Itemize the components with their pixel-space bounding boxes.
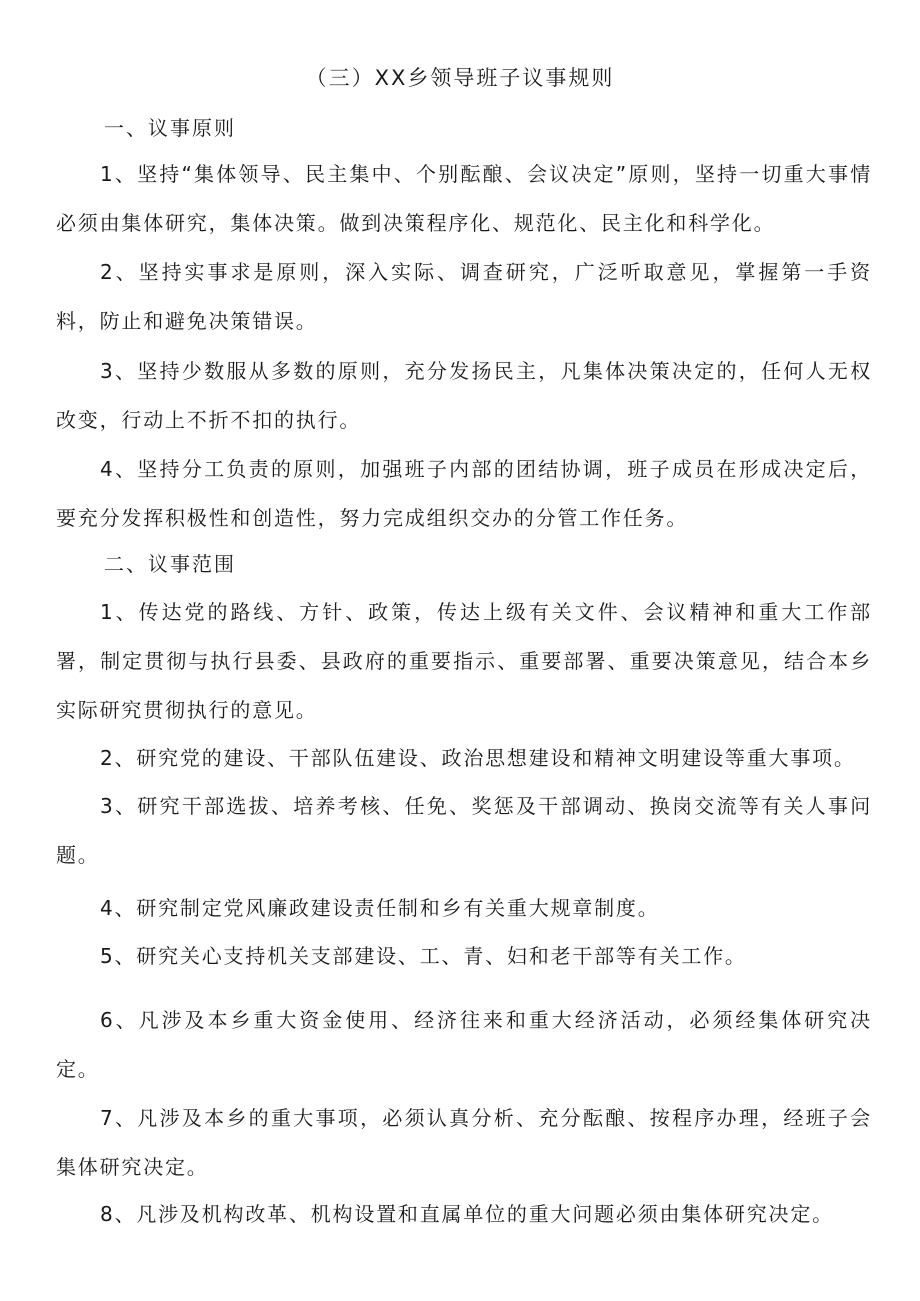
scope-item-6: 6、凡涉及本乡重大资金使用、经济往来和重大经济活动，必须经集体研究决定。 xyxy=(56,1008,872,1081)
section-heading-principles: 一、议事原则 xyxy=(104,116,236,140)
document-title: （三）XX乡领导班子议事规则 xyxy=(305,66,615,90)
principle-item-3: 3、坚持少数服从多数的原则，充分发扬民主，凡集体决策决定的，任何人无权改变，行动上不折不扣的执行。 xyxy=(56,359,872,432)
scope-item-8: 8、凡涉及机构改革、机构设置和直属单位的重大问题必须由集体研究决定。 xyxy=(100,1202,834,1226)
section-heading-scope: 二、议事范围 xyxy=(104,552,236,576)
principle-item-4: 4、坚持分工负责的原则，加强班子内部的团结协调，班子成员在形成决定后，要充分发挥积极性和创造性，努力完成组织交办的分管工作任务。 xyxy=(56,457,872,530)
scope-item-1: 1、传达党的路线、方针、政策，传达上级有关文件、会议精神和重大工作部署，制定贯彻与执行县委、县政府的重要指示、重要部署、重要决策意见，结合本乡实际研究贯彻执行的意见。 xyxy=(56,600,872,722)
scope-item-2: 2、研究党的建设、干部队伍建设、政治思想建设和精神文明建设等重大事项。 xyxy=(100,746,856,770)
scope-item-5: 5、研究关心支持机关支部建设、工、青、妇和老干部等有关工作。 xyxy=(100,944,747,968)
principle-item-2: 2、坚持实事求是原则，深入实际、调查研究，广泛听取意见，掌握第一手资料，防止和避免决策错误。 xyxy=(56,260,872,333)
scope-item-3: 3、研究干部选拔、培养考核、任免、奖惩及干部调动、换岗交流等有关人事问题。 xyxy=(56,794,872,867)
scope-item-4: 4、研究制定党风廉政建设责任制和乡有关重大规章制度。 xyxy=(100,896,660,920)
scope-item-7: 7、凡涉及本乡的重大事项，必须认真分析、充分酝酿、按程序办理，经班子会集体研究决定。 xyxy=(56,1106,872,1179)
principle-item-1: 1、坚持“集体领导、民主集中、个别酝酿、会议决定”原则，坚持一切重大事情必须由集体研究，集体决策。做到决策程序化、规范化、民主化和科学化。 xyxy=(56,162,872,235)
